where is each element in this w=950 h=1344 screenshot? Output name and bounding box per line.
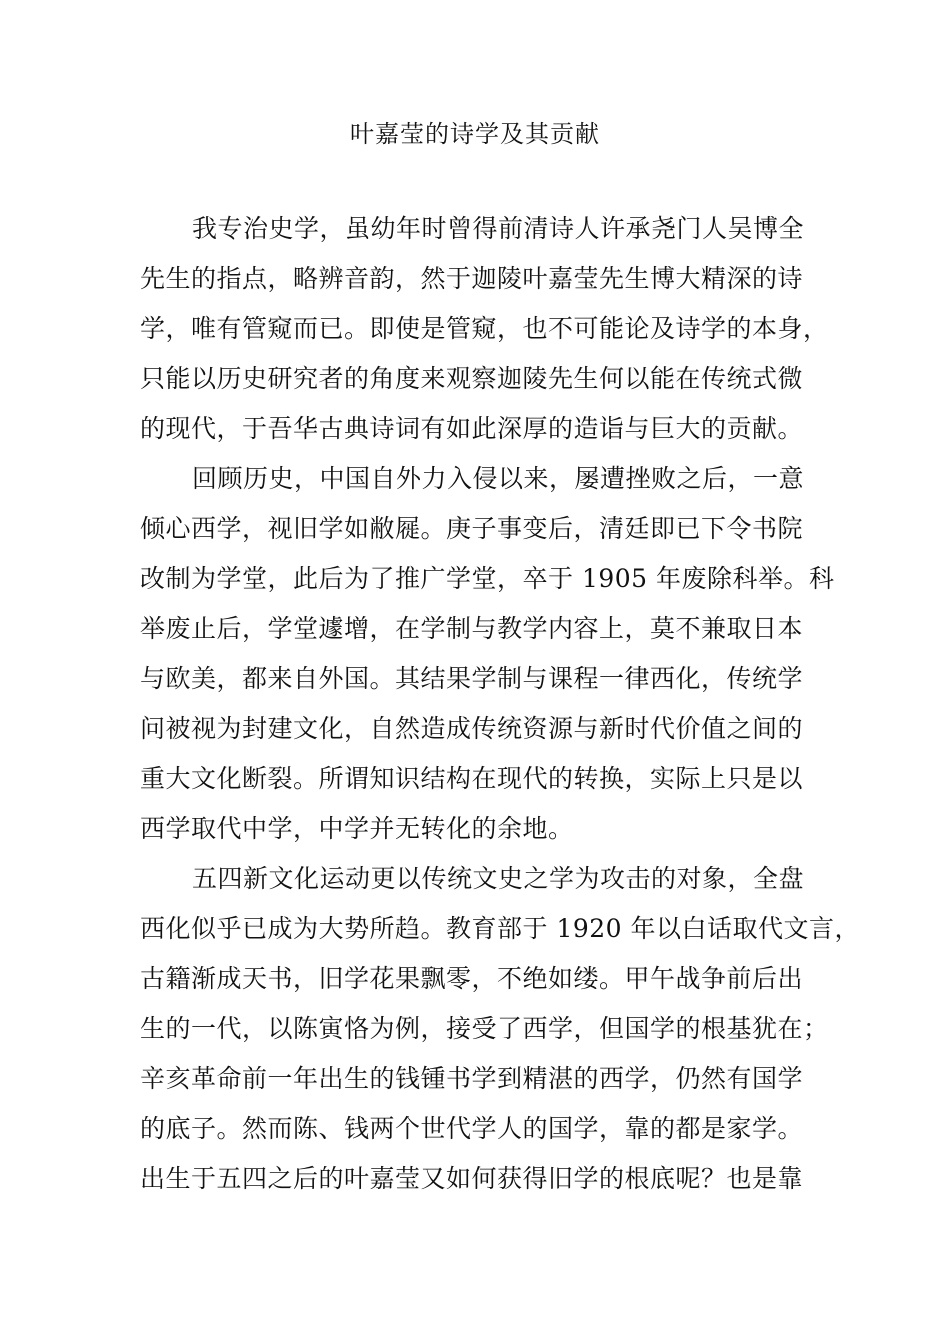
paragraph-1-line-1: 我专治史学，虽幼年时曾得前清诗人许承尧门人吴博全: [192, 214, 805, 243]
paragraph-1-line-4: 只能以历史研究者的角度来观察迦陵先生何以能在传统式微: [140, 364, 804, 393]
paragraph-3-line-4: 生的一代，以陈寅恪为例，接受了西学，但国学的根基犹在；: [140, 1014, 829, 1043]
paragraph-1-line-2: 先生的指点，略辨音韵，然于迦陵叶嘉莹先生博大精深的诗: [140, 264, 804, 293]
paragraph-1-line-3: 学，唯有管窥而已。即使是管窥，也不可能论及诗学的本身，: [140, 314, 829, 343]
paragraph-2-line-7: 重大文化断裂。所谓知识结构在现代的转换，实际上只是以: [140, 764, 804, 793]
paragraph-2-line-3: 改制为学堂，此后为了推广学堂，卒于 1905 年废除科举。科: [140, 564, 835, 593]
paragraph-1-line-5: 的现代，于吾华古典诗词有如此深厚的造诣与巨大的贡献。: [140, 414, 804, 443]
paragraph-3-line-3: 古籍渐成天书，旧学花果飘零，不绝如缕。甲午战争前后出: [140, 964, 804, 993]
paragraph-2-line-4: 举废止后，学堂遽增，在学制与教学内容上，莫不兼取日本: [140, 614, 804, 643]
paragraph-3-line-1: 五四新文化运动更以传统文史之学为攻击的对象，全盘: [192, 864, 805, 893]
paragraph-2-line-2: 倾心西学，视旧学如敝屣。庚子事变后，清廷即已下令书院: [140, 514, 804, 543]
paragraph-2-line-1: 回顾历史，中国自外力入侵以来，屡遭挫败之后，一意: [192, 464, 805, 493]
document-title: 叶嘉莹的诗学及其贡献: [350, 120, 600, 148]
paragraph-3-line-5: 辛亥革命前一年出生的钱锺书学到精湛的西学，仍然有国学: [140, 1064, 804, 1093]
paragraph-2-line-6: 问被视为封建文化，自然造成传统资源与新时代价值之间的: [140, 714, 804, 743]
paragraph-3-line-7: 出生于五四之后的叶嘉莹又如何获得旧学的根底呢？也是靠: [140, 1164, 804, 1193]
document-body: [140, 204, 861, 1204]
paragraph-2-line-5: 与欧美，都来自外国。其结果学制与课程一律西化，传统学: [140, 664, 804, 693]
paragraph-2-line-8: 西学取代中学，中学并无转化的余地。: [140, 814, 574, 843]
paragraph-3-line-2: 西化似乎已成为大势所趋。教育部于 1920 年以白话取代文言，: [140, 914, 861, 943]
paragraph-3-line-6: 的底子。然而陈、钱两个世代学人的国学，靠的都是家学。: [140, 1114, 804, 1143]
